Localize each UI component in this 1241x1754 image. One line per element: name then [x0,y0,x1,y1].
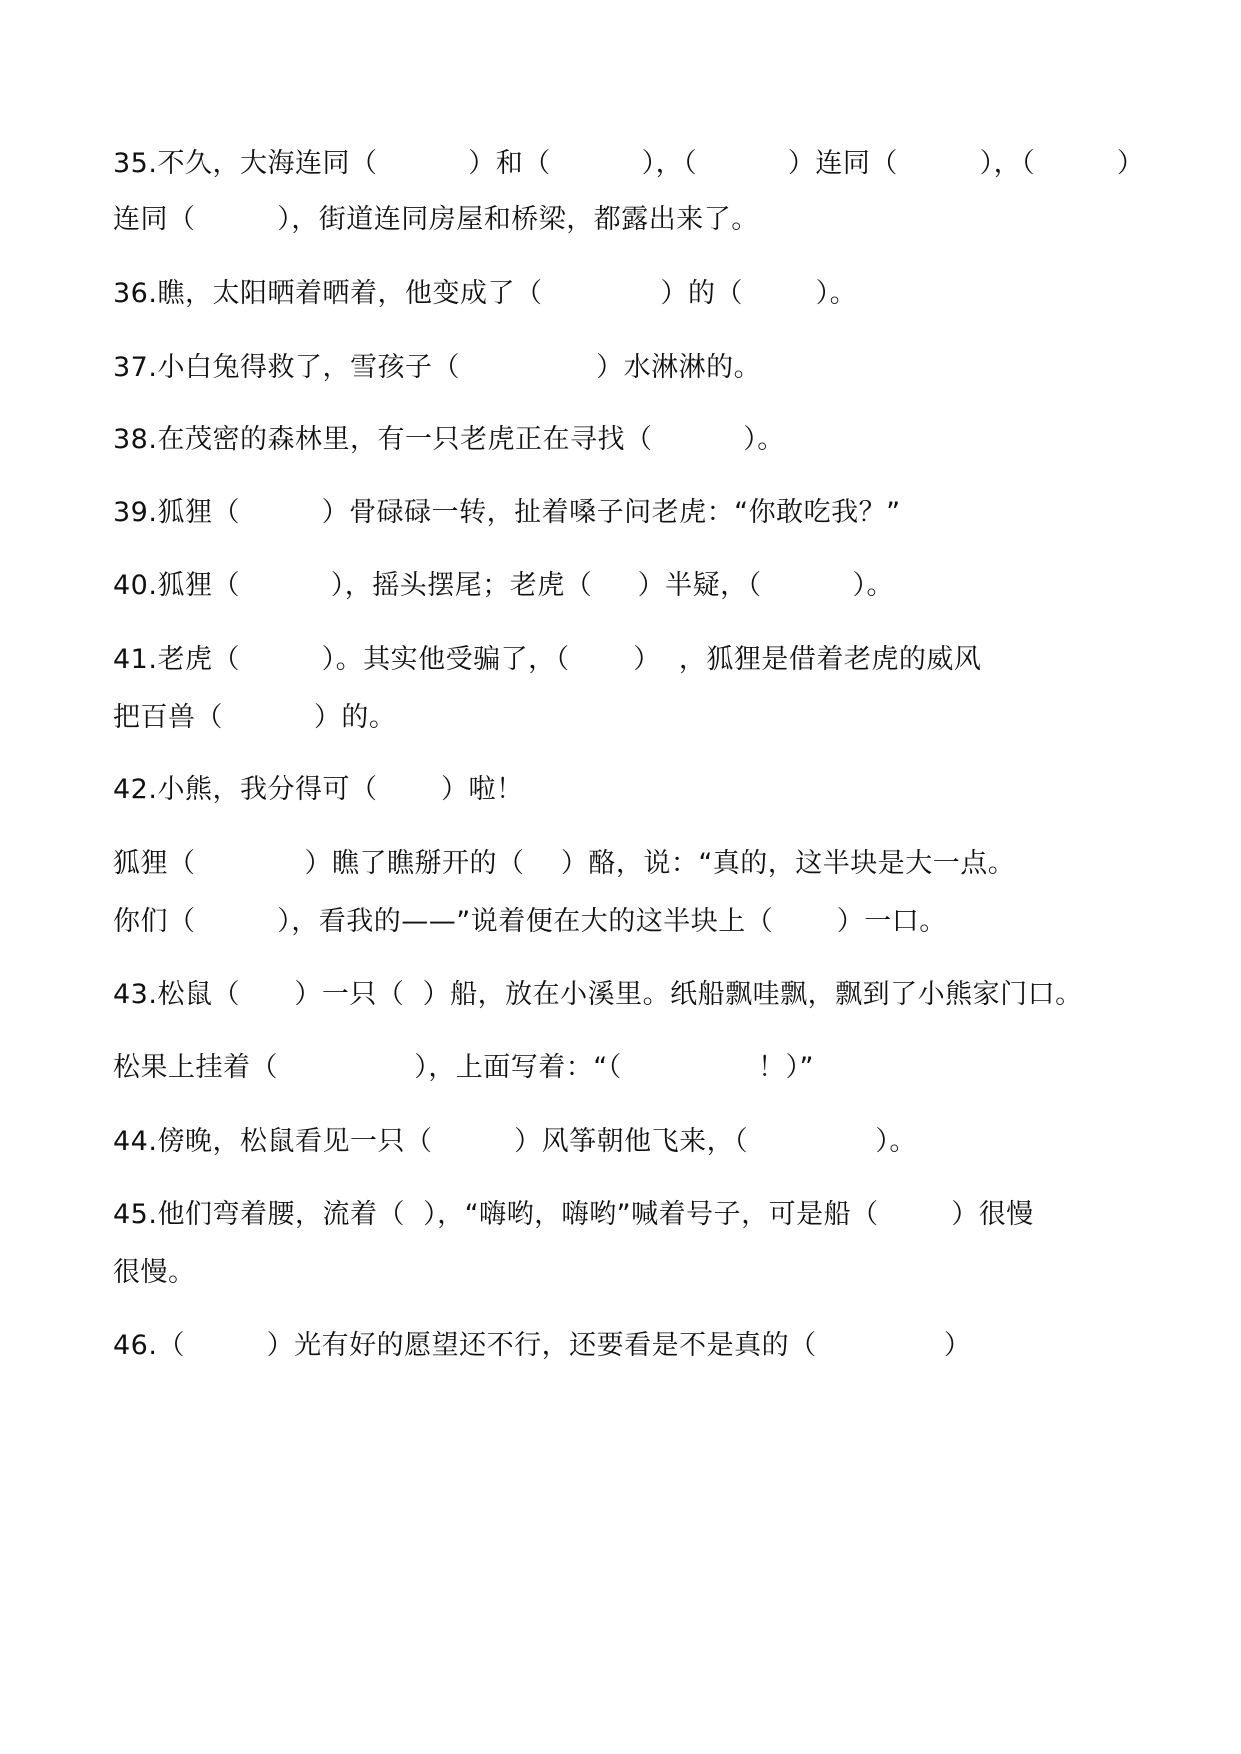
item-44: 44.傍晚，松鼠看见一只（ ）风筝朝他飞来，（ ）。 [113,1126,917,1157]
item-41-line-1: 41.老虎（ ）。其实他受骗了，（ ） ，狐狸是借着老虎的威风 [113,644,982,675]
item-41-line-2: 把百兽（ ）的。 [113,702,397,733]
item-42: 42.小熊，我分得可（ ）啦！ [113,774,524,805]
item-38: 38.在茂密的森林里，有一只老虎正在寻找（ ）。 [113,424,785,455]
item-43-line-2: 松果上挂着（ ），上面写着：“（ ！）” [113,1052,814,1083]
item-46: 46.（ ）光有好的愿望还不行，还要看是不是真的（ ） [113,1330,972,1361]
item-37: 37.小白兔得救了，雪孩子（ ）水淋淋的。 [113,352,762,383]
item-45-line-2: 很慢。 [113,1257,196,1288]
item-36: 36.瞧，太阳晒着晒着，他变成了（ ）的（ ）。 [113,278,858,309]
item-40: 40.狐狸（ ），摇头摆尾；老虎（ ）半疑，（ ）。 [113,570,895,601]
item-42-line-2: 狐狸（ ）瞧了瞧掰开的（ ）酪，说：“真的，这半块是大一点。 [113,848,1016,879]
item-45-line-1: 45.他们弯着腰，流着（ ），“嗨哟，嗨哟”喊着号子，可是船（ ）很慢 [113,1199,1034,1230]
item-42-line-3: 你们（ ），看我的——”说着便在大的这半块上（ ）一口。 [113,906,947,937]
item-35-line-1: 35.不久，大海连同（ ）和（ ），（ ）连同（ ），（ ） [113,148,1145,179]
item-39: 39.狐狸（ ）骨碌碌一转，扯着嗓子问老虎：“你敢吃我？” [113,497,901,528]
item-43: 43.松鼠（ ）一只（ ）船，放在小溪里。纸船飘哇飘，飘到了小熊家门口。 [113,979,1083,1010]
item-35-line-2: 连同（ ），街道连同房屋和桥梁，都露出来了。 [113,204,759,235]
